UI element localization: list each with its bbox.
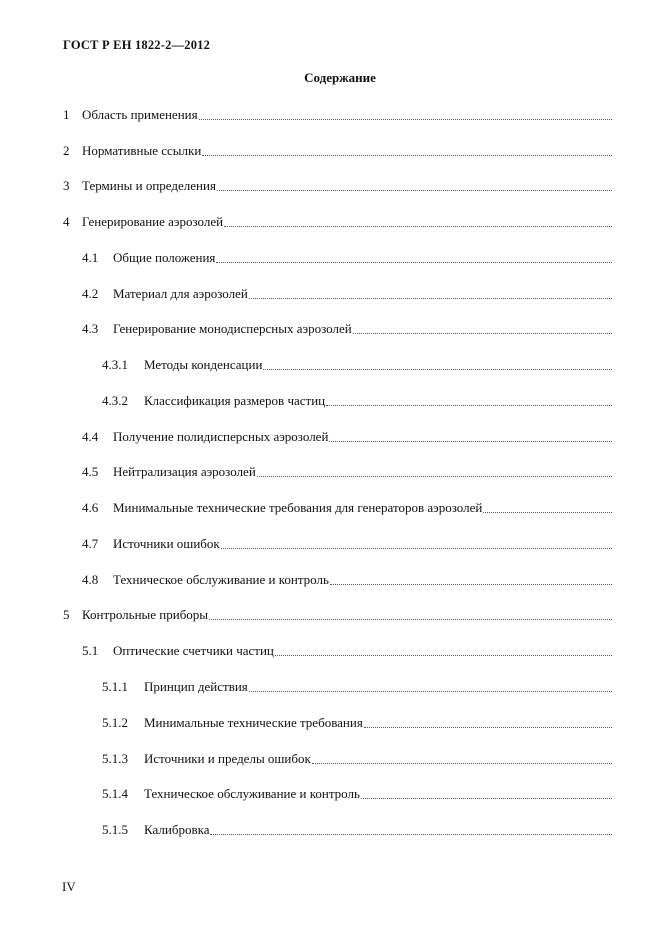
- toc-entry-4-2[interactable]: [63, 285, 612, 303]
- toc-entry-number: 3: [63, 178, 70, 193]
- toc-entry-label: Техническое обслуживание и контроль: [113, 572, 329, 587]
- toc-entry-label: Нейтрализация аэрозолей: [113, 464, 256, 479]
- toc-entry-label: Калибровка: [144, 822, 210, 837]
- dot-leader: [202, 142, 612, 156]
- toc-entry-label: Классификация размеров частиц: [144, 393, 326, 408]
- toc-entry-number: 5.1.4: [102, 786, 128, 801]
- toc-entry-5[interactable]: [63, 606, 612, 624]
- toc-entry-number: 4.1: [82, 250, 99, 265]
- toc-entry-5-1-5[interactable]: [63, 821, 612, 839]
- toc-entry-label: Генерирование монодисперсных аэрозолей: [113, 321, 352, 336]
- toc-entry-4[interactable]: [63, 213, 612, 231]
- toc-entry-label: Нормативные ссылки: [82, 143, 202, 158]
- toc-entry-label: Методы конденсации: [144, 357, 263, 372]
- toc-entry-number: 4.2: [82, 286, 99, 301]
- dot-leader: [361, 785, 612, 799]
- toc-entry-label: Область применения: [82, 107, 198, 122]
- toc-entry-2[interactable]: [63, 142, 612, 160]
- toc-entry-1[interactable]: [63, 106, 612, 124]
- toc-entry-5-1[interactable]: [63, 642, 612, 660]
- dot-leader: [199, 106, 612, 120]
- toc-entry-label: Оптические счетчики частиц: [113, 643, 274, 658]
- toc-entry-number: 5.1: [82, 643, 99, 658]
- toc-entry-label: Материал для аэрозолей: [113, 286, 248, 301]
- page-number: IV: [62, 879, 76, 894]
- dot-leader: [263, 356, 612, 370]
- toc-entry-label: Техническое обслуживание и контроль: [144, 786, 360, 801]
- toc-entry-5-1-3[interactable]: [63, 750, 612, 768]
- toc-entry-label: Общие положения: [113, 250, 216, 265]
- dot-leader: [312, 750, 612, 764]
- toc-entry-label: Получение полидисперсных аэрозолей: [113, 429, 329, 444]
- toc-entry-number: 4: [63, 214, 70, 229]
- toc-entry-4-6[interactable]: [63, 499, 612, 517]
- toc-entry-4-5[interactable]: [63, 463, 612, 481]
- toc-entry-number: 5.1.1: [102, 679, 128, 694]
- toc-entry-5-1-2[interactable]: [63, 714, 612, 732]
- dot-leader: [364, 714, 612, 728]
- toc-entry-4-1[interactable]: [63, 249, 612, 267]
- dot-leader: [249, 285, 612, 299]
- document-code: ГОСТ Р ЕН 1822-2—2012: [63, 38, 211, 52]
- toc-entry-5-1-1[interactable]: [63, 678, 612, 696]
- dot-leader: [275, 642, 612, 656]
- dot-leader: [329, 428, 612, 442]
- dot-leader: [326, 392, 612, 406]
- toc-entry-number: 4.8: [82, 572, 99, 587]
- toc-title: Содержание: [304, 70, 376, 85]
- toc-entry-4-8[interactable]: [63, 571, 612, 589]
- toc-entry-label: Генерирование аэрозолей: [82, 214, 224, 229]
- toc-entry-4-3-2[interactable]: [63, 392, 612, 410]
- dot-leader: [257, 463, 612, 477]
- toc-entry-number: 2: [63, 143, 70, 158]
- toc-entry-label: Источники и пределы ошибок: [144, 751, 311, 766]
- toc-entry-3[interactable]: [63, 177, 612, 195]
- toc-entry-4-3[interactable]: [63, 320, 612, 338]
- toc-entry-number: 5.1.3: [102, 751, 128, 766]
- dot-leader: [216, 249, 612, 263]
- dot-leader: [217, 177, 612, 191]
- toc-entry-number: 4.6: [82, 500, 99, 515]
- dot-leader: [330, 571, 612, 585]
- toc-entry-label: Контрольные приборы: [82, 607, 209, 622]
- dot-leader: [224, 213, 612, 227]
- dot-leader: [249, 678, 612, 692]
- toc-entry-number: 5: [63, 607, 70, 622]
- dot-leader: [209, 606, 612, 620]
- toc-entry-number: 4.5: [82, 464, 99, 479]
- toc-entry-label: Минимальные технические требования для генераторов аэрозолей: [113, 500, 483, 515]
- toc-entry-5-1-4[interactable]: [63, 785, 612, 803]
- toc-entry-number: 4.7: [82, 536, 99, 551]
- dot-leader: [210, 821, 612, 835]
- toc-entry-4-3-1[interactable]: [63, 356, 612, 374]
- toc-entry-4-7[interactable]: [63, 535, 612, 553]
- toc-entry-label: Источники ошибок: [113, 536, 220, 551]
- dot-leader: [483, 499, 612, 513]
- toc-entry-number: 5.1.2: [102, 715, 128, 730]
- toc-entry-number: 4.3.1: [102, 357, 128, 372]
- dot-leader: [353, 320, 612, 334]
- toc-entry-label: Термины и определения: [82, 178, 216, 193]
- toc-entry-number: 5.1.5: [102, 822, 128, 837]
- toc-entry-number: 4.4: [82, 429, 99, 444]
- toc-entry-label: Минимальные технические требования: [144, 715, 363, 730]
- toc-entry-4-4[interactable]: [63, 428, 612, 446]
- toc-entry-number: 1: [63, 107, 70, 122]
- toc-entry-label: Принцип действия: [144, 679, 248, 694]
- toc-entry-number: 4.3.2: [102, 393, 128, 408]
- dot-leader: [221, 535, 612, 549]
- toc-entry-number: 4.3: [82, 321, 99, 336]
